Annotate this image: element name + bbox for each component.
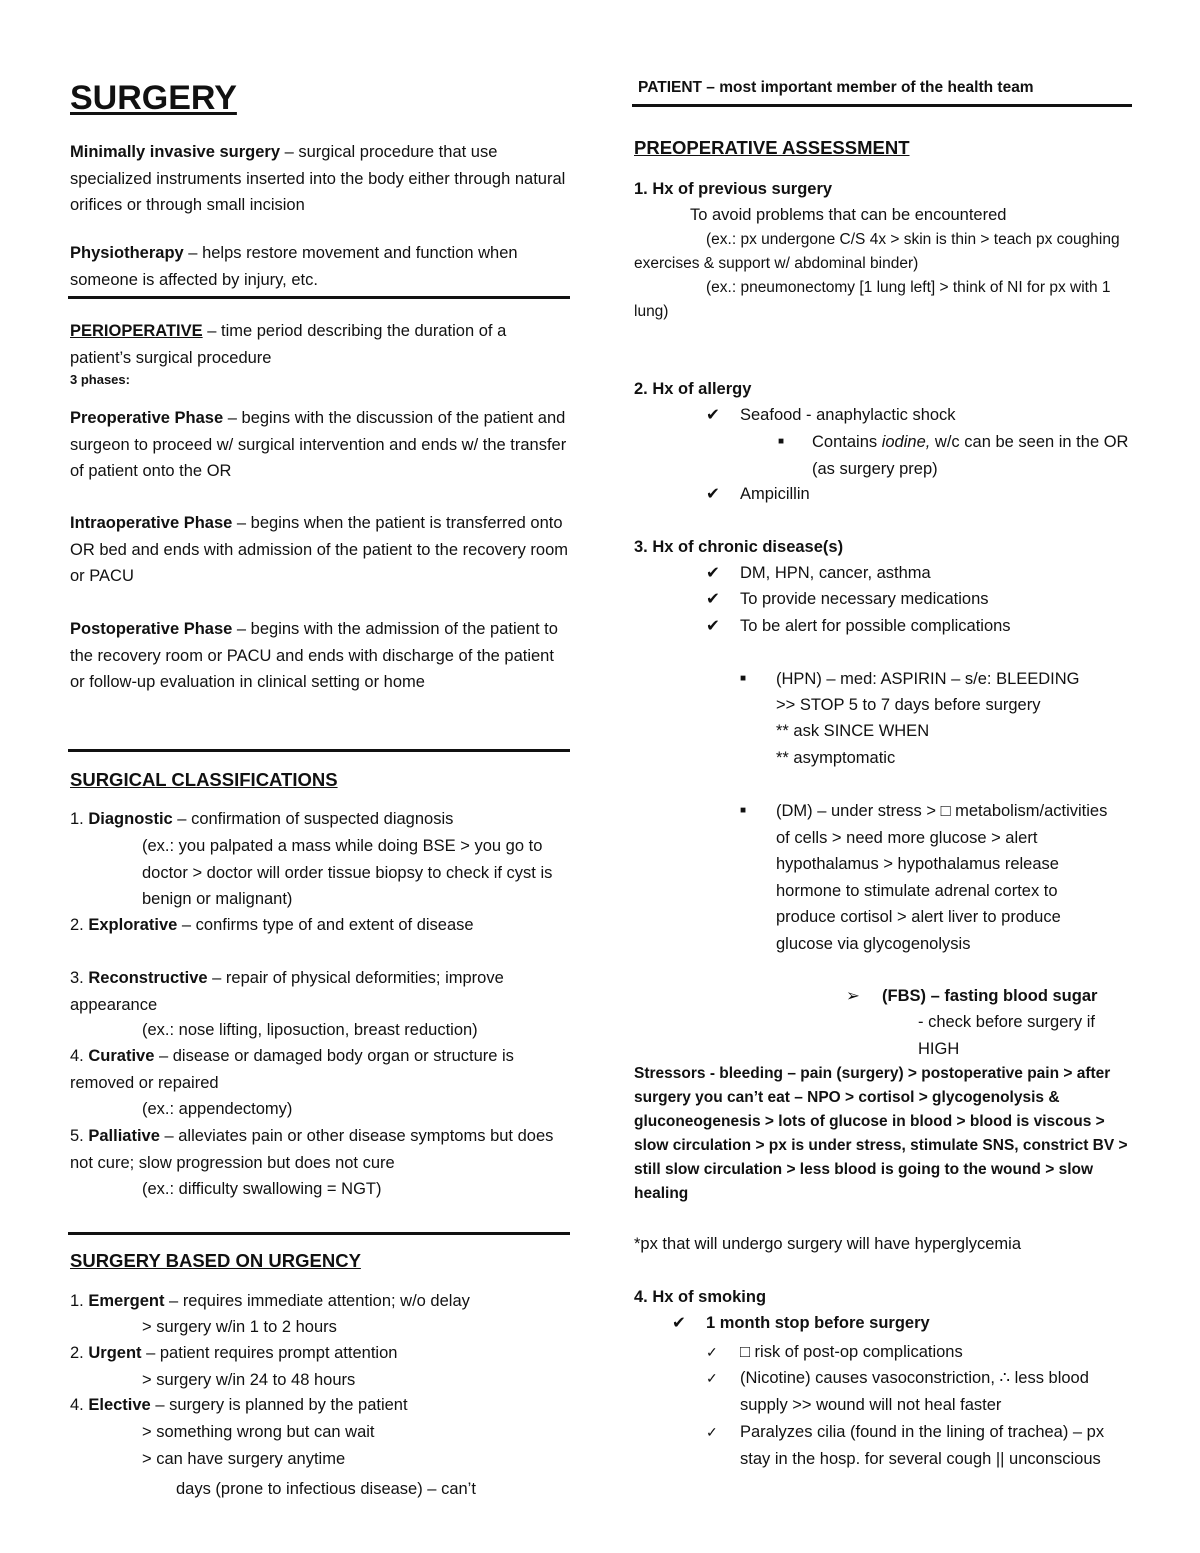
fbs-sub: - check before surgery if HIGH: [918, 1013, 1095, 1058]
smoking-sub: Paralyzes cilia (found in the lining of trachea) – px stay in the hosp. for several cough || unconscious: [740, 1423, 1105, 1468]
stressors-text: Stressors - bleeding – pain (surgery) > postoperative pain > after surgery you can’t eat – NPO > cortisol > glycogenolysis & gluconeogenesis > lots of glucose in blood > blood is viscous > slow circulation > px is under stress, stimulate SNS, constrict BV > still slow circulation > less blood is going to the wound > slow healing: [634, 1065, 1128, 1202]
divider: [68, 749, 570, 752]
item-def: – disease or damaged body organ or structure is removed or repaired: [70, 1047, 514, 1092]
postop-term: Postoperative Phase: [70, 620, 233, 638]
divider: [68, 1232, 570, 1235]
postop-phase: [70, 616, 570, 696]
hx-allergy: 2. Hx of allergy: [634, 380, 752, 398]
hx-example: (ex.: pneumonectomy [1 lung left] > think of NI for px with 1 lung): [634, 279, 1111, 320]
checkmark-icon: ✔: [706, 564, 720, 582]
class-item-explorative: [70, 912, 570, 939]
urgency-sub: > surgery w/in 1 to 2 hours: [142, 1318, 337, 1336]
sub-text: w/c can be seen in the OR (as surgery prep): [812, 433, 1129, 478]
urgency-sub: > something wrong but can wait: [142, 1423, 375, 1441]
hx-previous-surgery: 1. Hx of previous surgery: [634, 180, 833, 198]
physio-term: Physiotherapy: [70, 244, 184, 262]
item-def: – confirmation of suspected diagnosis: [172, 810, 454, 828]
square-bullet-icon: ■: [740, 805, 747, 816]
item-term: Explorative: [88, 916, 178, 934]
urgency-heading: SURGERY BASED ON URGENCY: [70, 1250, 361, 1271]
item-def: – confirms type of and extent of disease: [177, 916, 474, 934]
item-term: Emergent: [88, 1292, 165, 1310]
hpn-line: (HPN) – med: ASPIRIN – s/e: BLEEDING: [776, 670, 1080, 688]
item-term: Palliative: [88, 1127, 160, 1145]
item-term: Elective: [88, 1396, 151, 1414]
item-def: – requires immediate attention; w/o delay: [164, 1292, 470, 1310]
item-number: 4.: [70, 1047, 84, 1065]
mis-def: – surgical procedure that use specialized instruments inserted into the body either through natural orifices or through small incision: [70, 143, 566, 214]
item-number: 1.: [70, 810, 84, 828]
fbs-line: (FBS) – fasting blood sugar: [882, 987, 1098, 1005]
class-item-palliative: [70, 1123, 570, 1176]
checkmark-icon: ✓: [706, 1370, 718, 1386]
hx-smoking: 4. Hx of smoking: [634, 1288, 767, 1306]
intraop-phase: [70, 510, 570, 590]
mis-term: Minimally invasive surgery: [70, 143, 281, 161]
hx-chronic-disease: 3. Hx of chronic disease(s): [634, 538, 844, 556]
square-bullet-icon: ■: [740, 673, 747, 684]
item-def: – patient requires prompt attention: [141, 1344, 398, 1362]
checkmark-icon: ✔: [706, 485, 720, 503]
physio-definition: [70, 240, 570, 293]
checkmark-icon: ✔: [706, 590, 720, 608]
checkmark-icon: ✔: [672, 1314, 686, 1332]
item-number: 3.: [70, 969, 84, 987]
class-example: (ex.: difficulty swallowing = NGT): [142, 1180, 382, 1198]
urgency-item-emergent: [70, 1288, 570, 1315]
smoking-item: 1 month stop before surgery: [706, 1314, 930, 1332]
arrow-bullet-icon: ➢: [846, 987, 860, 1005]
page-title: SURGERY: [70, 79, 237, 117]
class-example: (ex.: appendectomy): [142, 1100, 293, 1118]
perioperative-term: PERIOPERATIVE: [70, 322, 203, 340]
perioperative-definition: [70, 318, 570, 371]
item-number: 2.: [70, 916, 84, 934]
assessment-heading: PREOPERATIVE ASSESSMENT: [634, 137, 910, 158]
chronic-item: To provide necessary medications: [740, 590, 989, 608]
hx-example: (ex.: px undergone C/S 4x > skin is thin > teach px coughing exercises & support w/ abdominal binder): [634, 231, 1120, 272]
item-def: – surgery is planned by the patient: [150, 1396, 408, 1414]
divider: [68, 296, 570, 299]
class-item-diagnostic: [70, 806, 570, 833]
allergy-item: Ampicillin: [740, 485, 810, 503]
item-term: Reconstructive: [88, 969, 208, 987]
preop-def: – begins with the discussion of the patient and surgeon to proceed w/ surgical intervention and ends w/ the transfer of patient onto the OR: [70, 409, 567, 480]
item-term: Curative: [88, 1047, 155, 1065]
allergy-sub: [812, 429, 1134, 482]
intraop-term: Intraoperative Phase: [70, 514, 233, 532]
mis-definition: [70, 139, 570, 219]
hpn-line: ** ask SINCE WHEN: [776, 722, 930, 740]
item-number: 1.: [70, 1292, 84, 1310]
square-bullet-icon: ■: [778, 436, 785, 447]
item-def: – repair of physical deformities; improve appearance: [70, 969, 504, 1014]
item-def: – alleviates pain or other disease symptoms but does not cure; slow progression but does not cure: [70, 1127, 554, 1172]
divider: [632, 104, 1132, 107]
hpn-line: >> STOP 5 to 7 days before surgery: [776, 696, 1041, 714]
sub-italic: iodine,: [881, 433, 931, 451]
preop-phase: [70, 405, 570, 485]
smoking-sub: (Nicotine) causes vasoconstriction, ∴ less blood supply >> wound will not heal faster: [740, 1369, 1089, 1414]
chronic-item: To be alert for possible complications: [740, 617, 1011, 635]
intraop-def: – begins when the patient is transferred onto OR bed and ends with admission of the patient to the recovery room or PACU: [70, 514, 569, 585]
allergy-item: Seafood - anaphylactic shock: [740, 406, 956, 424]
urgency-item-elective: [70, 1392, 570, 1419]
smoking-sub: □ risk of post-op complications: [740, 1343, 963, 1361]
checkmark-icon: ✓: [706, 1424, 718, 1440]
phases-label: 3 phases:: [70, 372, 130, 387]
classifications-heading: SURGICAL CLASSIFICATIONS: [70, 769, 338, 790]
postop-def: – begins with the admission of the patient to the recovery room or PACU and ends with discharge of the patient or follow-up evaluation in clinical setting or home: [70, 620, 558, 691]
class-example: (ex.: you palpated a mass while doing BSE > you go to doctor > doctor will order tissue biopsy to check if cyst is benign or malignant): [142, 837, 553, 908]
class-item-reconstructive: [70, 965, 570, 1018]
class-item-curative: [70, 1043, 570, 1096]
checkmark-icon: ✔: [706, 406, 720, 424]
urgency-sub: > can have surgery anytime: [142, 1450, 346, 1468]
item-term: Diagnostic: [88, 810, 173, 828]
urgency-item-urgent: [70, 1340, 570, 1367]
dm-text: (DM) – under stress > □ metabolism/activities of cells > need more glucose > alert hypothalamus > hypothalamus release hormone to stimulate adrenal cortex to produce cortisol > alert liver to produce glucose via glycogenolysis: [776, 802, 1108, 953]
item-number: 4.: [70, 1396, 84, 1414]
item-term: Urgent: [88, 1344, 142, 1362]
patient-note: PATIENT – most important member of the health team: [638, 79, 1034, 96]
perioperative-def: – time period describing the duration of a patient’s surgical procedure: [70, 322, 507, 367]
hx-line: To avoid problems that can be encountered: [690, 206, 1007, 224]
urgency-sub: days (prone to infectious disease) – can’t: [176, 1480, 476, 1498]
hpn-line: ** asymptomatic: [776, 749, 896, 767]
sub-text: Contains: [812, 433, 882, 451]
item-number: 2.: [70, 1344, 84, 1362]
preop-term: Preoperative Phase: [70, 409, 224, 427]
checkmark-icon: ✓: [706, 1344, 718, 1360]
chronic-item: DM, HPN, cancer, asthma: [740, 564, 931, 582]
urgency-sub: > surgery w/in 24 to 48 hours: [142, 1371, 356, 1389]
hyperglycemia-note: *px that will undergo surgery will have hyperglycemia: [634, 1235, 1022, 1253]
checkmark-icon: ✔: [706, 617, 720, 635]
class-example: (ex.: nose lifting, liposuction, breast reduction): [142, 1021, 478, 1039]
item-number: 5.: [70, 1127, 84, 1145]
physio-def: – helps restore movement and function when someone is affected by injury, etc.: [70, 244, 518, 289]
